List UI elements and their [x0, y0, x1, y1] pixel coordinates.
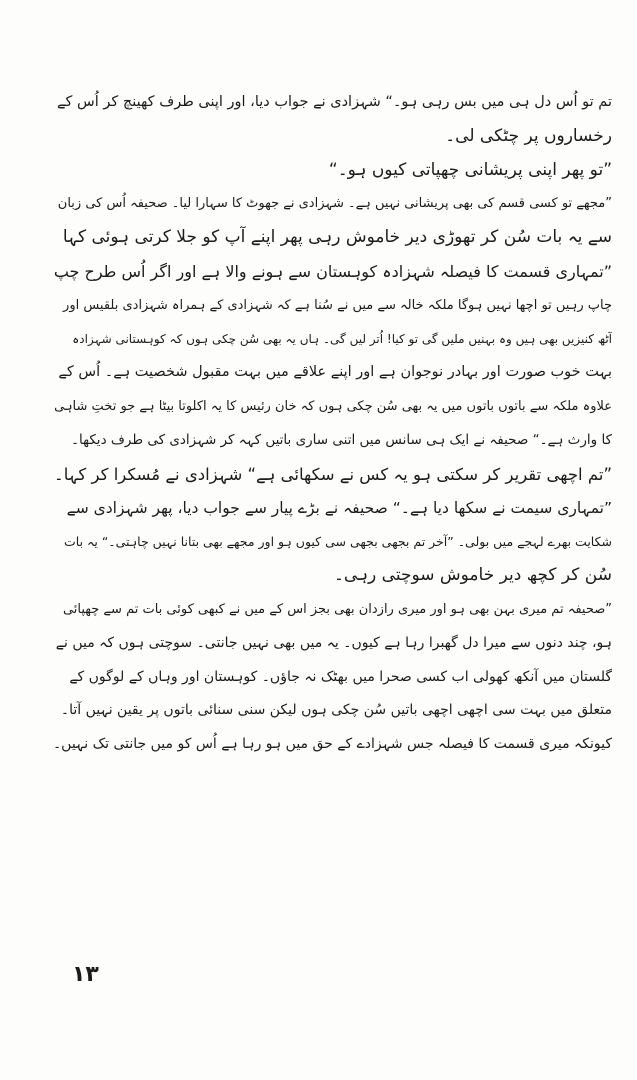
- text-line: چاپ رہیں تو اچھا نہیں ہوگا ملکہ خالہ سے میں نے سُنا ہے کہ شہزادی کے ہمراہ شہزادی بلقیس اور: [63, 297, 612, 313]
- text-line: شکایت بھرے لہجے میں بولی۔ ”آخر تم بجھی بجھی سی کیوں ہو اور مجھے بھی بتانا نہیں چاہتی۔“ یہ بات: [64, 534, 612, 550]
- text-line: علاوہ ملکہ سے باتوں باتوں میں یہ بھی سُن چکی ہوں کہ خان رئیس کا یہ اکلوتا بیٹا ہے جو تختِ شاہی: [54, 399, 612, 415]
- text-line: ”تو پھر اپنی پریشانی چھپاتی کیوں ہو۔“: [328, 159, 612, 180]
- text-line: ”تم اچھی تقریر کر سکتی ہو یہ کس نے سکھائی ہے“ شہزادی نے مُسکرا کر کہا۔: [54, 464, 612, 484]
- text-line: ”صحیفہ تم میری بہن بھی ہو اور میری رازدان بھی بجز اس کے میں نے کبھی کوئی بات تم سے چھپائی: [62, 601, 612, 617]
- text-line: کا وارث ہے۔“ صحیفہ نے ایک ہی سانس میں اتنی ساری باتیں کہہ کر شہزادی کی طرف دیکھا۔: [71, 431, 612, 448]
- text-line: آٹھ کنیزیں بھی ہیں وہ بہنیں ملیں گی تو کیا! اُتر لیں گی۔ ہاں یہ بھی سُن چکی ہوں کہ کوہستانی شہزادہ: [72, 331, 612, 346]
- text-line: سے یہ بات سُن کر تھوڑی دیر خاموش رہی پھر اپنے آپ کو جلا کرتی ہوئی کہا: [62, 227, 612, 248]
- text-line: ”مجھے تو کسی قسم کی بھی پریشانی نہیں ہے۔ شہزادی نے جھوٹ کا سہارا لیا۔ صحیفہ اُس کی زبان: [57, 196, 612, 212]
- page-number: ١٣: [72, 962, 99, 987]
- page-body-text: [52, 86, 612, 762]
- text-line: گلستان میں آنکھ کھولی اب کسی صحرا میں بھٹک نہ جاؤں۔ کوہستان اور وہاں کے لوگوں کے: [69, 668, 612, 685]
- text-line: ”تمہاری سیمت نے سکھا دیا ہے۔“ صحیفہ نے بڑے پیار سے جواب دیا، پھر شہزادی سے: [66, 498, 612, 517]
- text-line: بہت خوب صورت اور بہادر نوجوان ہے اور اپنے علاقے میں بہت مقبول شخصیت ہے۔ اُس کے: [58, 364, 612, 381]
- text-line: رخساروں پر چٹکی لی۔: [445, 125, 612, 146]
- text-line: سُن کر کچھ دیر خاموش سوچتی رہی۔: [333, 565, 612, 586]
- text-line: متعلق میں بہت سی اچھی اچھی باتیں سُن چکی ہوں لیکن سنی سنائی باتوں پر یقین نہیں آتا۔: [60, 702, 612, 719]
- text-line: ”تمہاری قسمت کا فیصلہ شہزادہ کوہستان سے ہونے والا ہے اور اگر اُس طرح چپ: [53, 261, 612, 281]
- text-line: کیونکہ میری قسمت کا فیصلہ جس شہزادے کے حق میں ہو رہا ہے اُس کو میں جانتی تک نہیں۔: [52, 736, 612, 753]
- text-line: ہو، چند دنوں سے میرا دل گھبرا رہا ہے کیوں۔ یہ میں بھی نہیں جانتی۔ سوچتی ہوں کہ میں نے: [55, 634, 612, 651]
- text-line: تم تو اُس دل ہی میں بس رہی ہو۔“ شہزادی نے جواب دیا، اور اپنی طرف کھینچ کر اُس کے: [57, 94, 612, 110]
